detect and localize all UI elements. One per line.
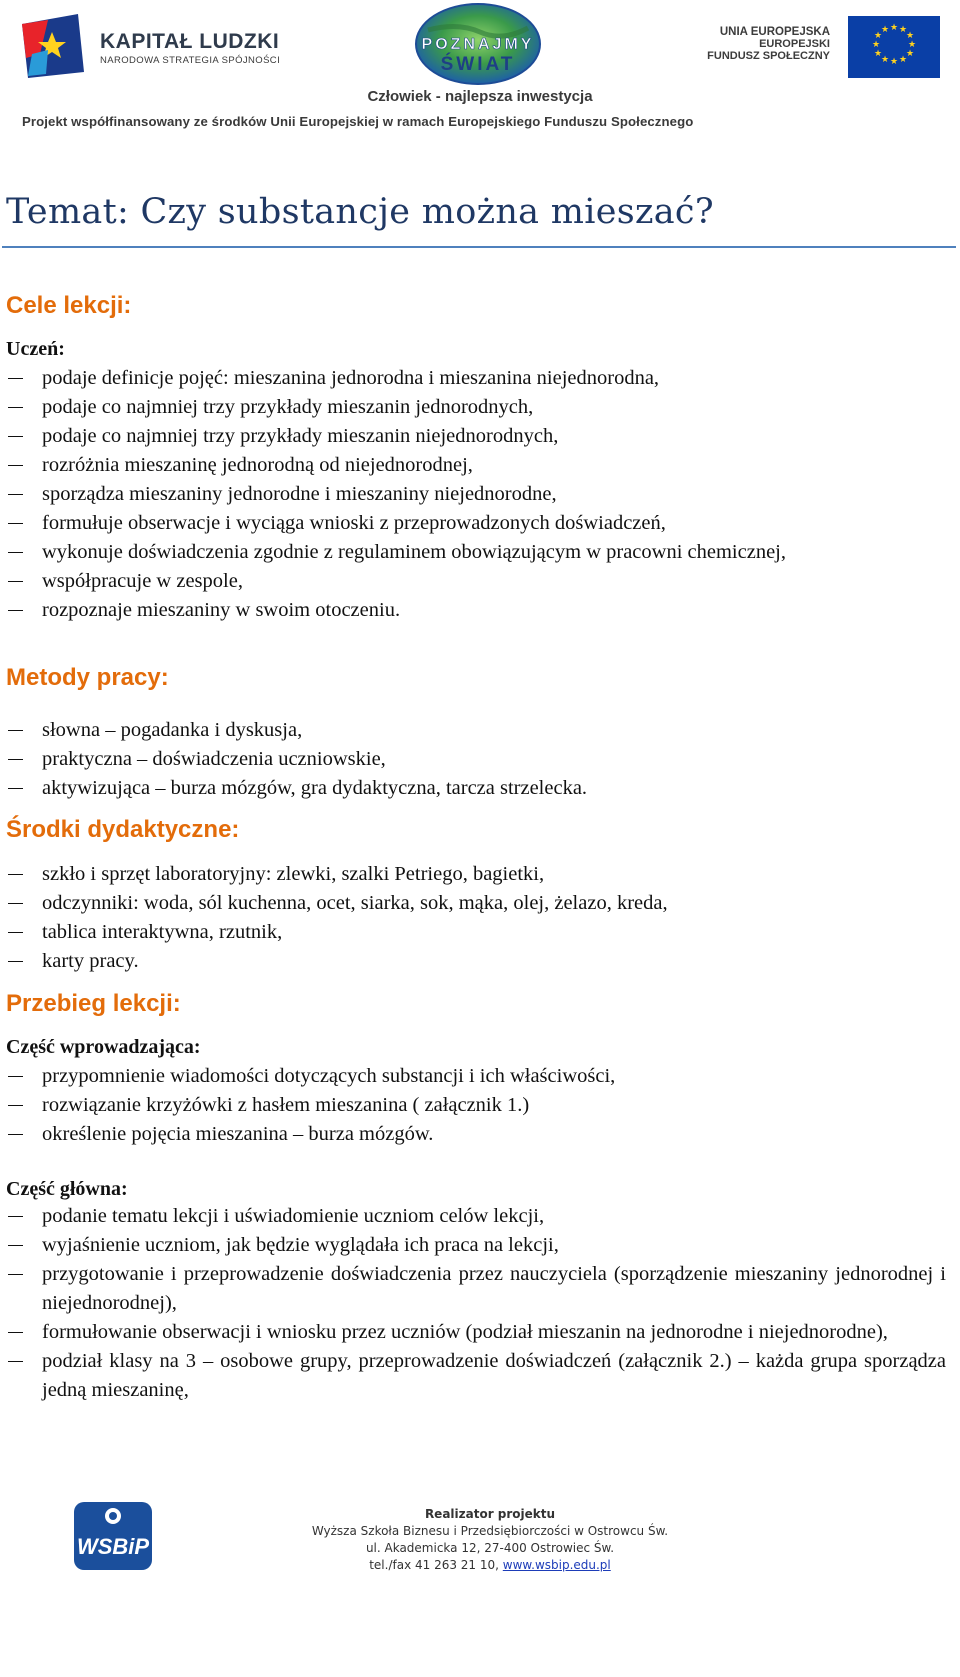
svg-text:★: ★: [905, 49, 915, 59]
wsbip-logo: [72, 1498, 154, 1572]
list-item: przypomnienie wiadomości dotyczących substancji i ich właściwości,: [0, 1062, 960, 1091]
dash-bullet: [8, 874, 23, 875]
list-item: podział klasy na 3 – osobowe grupy, przeprowadzenie doświadczeń (załącznik 2.) – każda grupa sporządza jedną mieszaninę,: [0, 1347, 960, 1405]
dash-bullet: [8, 407, 23, 408]
svg-text:★: ★: [871, 40, 881, 50]
dash-bullet: [8, 436, 23, 437]
section-heading-przebieg: Przebieg lekcji:: [6, 990, 181, 1017]
dash-bullet: [8, 1076, 23, 1077]
list-item: karty pracy.: [0, 947, 960, 976]
list-item: rozpoznaje mieszaniny w swoim otoczeniu.: [0, 596, 960, 625]
subheading-glowna: Część główna:: [6, 1178, 128, 1200]
dash-bullet: [8, 788, 23, 789]
svg-text:★: ★: [873, 31, 883, 41]
list-item: określenie pojęcia mieszanina – burza mózgów.: [0, 1120, 960, 1149]
svg-text:★: ★: [898, 55, 908, 65]
svg-text:★: ★: [907, 40, 917, 50]
ue-line-3: FUNDUSZ SPOŁECZNY: [707, 50, 830, 62]
dash-bullet: [8, 1361, 23, 1362]
dash-bullet: [8, 1274, 23, 1275]
list-item: formułowanie obserwacji i wniosku przez uczniów (podział mieszanin na jednorodne i niejednorodne),: [0, 1318, 960, 1347]
contact-line: [300, 1557, 680, 1574]
dash-bullet: [8, 494, 23, 495]
dash-bullet: [8, 1245, 23, 1246]
motto: Człowiek - najlepsza inwestycja: [367, 88, 593, 105]
dash-bullet: [8, 1105, 23, 1106]
dash-bullet: [8, 961, 23, 962]
svg-text:★: ★: [889, 57, 899, 67]
svg-text:★: ★: [898, 25, 908, 35]
dash-bullet: [8, 465, 23, 466]
list-item: podaje co najmniej trzy przykłady mieszanin jednorodnych,: [0, 393, 960, 422]
phone: tel./fax 41 263 21 10,: [369, 1558, 503, 1572]
wprowadzajaca-list: [0, 1062, 960, 1149]
list-item: podaje definicje pojęć: mieszanina jednorodna i mieszanina niejednorodna,: [0, 364, 960, 393]
page-header: [0, 0, 960, 140]
wsbip-logo-text: WSBiP: [76, 1534, 150, 1559]
kapital-ludzki-title: KAPITAŁ LUDZKI: [100, 30, 280, 53]
list-item: formułuje obserwacje i wyciąga wnioski z przeprowadzonych doświadczeń,: [0, 509, 960, 538]
metody-list: [0, 716, 960, 803]
dash-bullet: [8, 903, 23, 904]
svg-text:★: ★: [880, 25, 890, 35]
list-item: rozróżnia mieszaninę jednorodną od niejednorodnej,: [0, 451, 960, 480]
dash-bullet: [8, 581, 23, 582]
poznajmy-swiat-logo: [388, 2, 568, 86]
dash-bullet: [8, 730, 23, 731]
list-item: przygotowanie i przeprowadzenie doświadczenia przez nauczyciela (sporządzenie mieszaniny jednorodnej i niejednorodnej),: [0, 1260, 960, 1318]
svg-text:★: ★: [889, 23, 899, 33]
page-title: Temat: Czy substancje można mieszać?: [6, 192, 714, 232]
school-address: ul. Akademicka 12, 27-400 Ostrowiec Św.: [365, 1541, 615, 1555]
page-footer: [0, 1490, 960, 1677]
srodki-list: [0, 860, 960, 976]
list-item: tablica interaktywna, rzutnik,: [0, 918, 960, 947]
list-item: aktywizująca – burza mózgów, gra dydaktyczna, tarcza strzelecka.: [0, 774, 960, 803]
section-heading-srodki: Środki dydaktyczne:: [6, 816, 240, 843]
subheading-uczen: Uczeń:: [6, 338, 65, 360]
dash-bullet: [8, 1134, 23, 1135]
svg-text:★: ★: [880, 55, 890, 65]
list-item: podanie tematu lekcji i uświadomienie uczniom celów lekcji,: [0, 1202, 960, 1231]
svg-text:★: ★: [905, 31, 915, 41]
swiat-word: ŚWIAT: [440, 54, 516, 75]
list-item: wyjaśnienie uczniom, jak będzie wyglądała ich praca na lekcji,: [0, 1231, 960, 1260]
eu-flag-icon: [848, 16, 940, 78]
section-heading-cele: Cele lekcji:: [6, 292, 132, 319]
glowna-list: [0, 1202, 960, 1405]
kapital-ludzki-mark-icon: [18, 14, 88, 80]
dash-bullet: [8, 610, 23, 611]
list-item: współpracuje w zespole,: [0, 567, 960, 596]
section-heading-metody: Metody pracy:: [6, 664, 169, 691]
list-item: szkło i sprzęt laboratoryjny: zlewki, szalki Petriego, bagietki,: [0, 860, 960, 889]
list-item: wykonuje doświadczenia zgodnie z regulaminem obowiązującym w pracowni chemicznej,: [0, 538, 960, 567]
title-rule: [2, 246, 956, 248]
website-link[interactable]: www.wsbip.edu.pl: [502, 1558, 611, 1572]
dash-bullet: [8, 552, 23, 553]
poznajmy-word: POZNAJMY: [421, 36, 535, 53]
dash-bullet: [8, 1216, 23, 1217]
list-item: sporządza mieszaniny jednorodne i mieszaniny niejednorodne,: [0, 480, 960, 509]
ue-line-2: EUROPEJSKI: [759, 38, 830, 50]
dash-bullet: [8, 378, 23, 379]
kapital-ludzki-subtitle: NARODOWA STRATEGIA SPÓJNOŚCI: [100, 55, 281, 66]
dash-bullet: [8, 523, 23, 524]
list-item: podaje co najmniej trzy przykłady mieszanin niejednorodnych,: [0, 422, 960, 451]
list-item: słowna – pogadanka i dyskusja,: [0, 716, 960, 745]
dash-bullet: [8, 759, 23, 760]
project-cofinancing-line: Projekt współfinansowany ze środków Unii Europejskiej w ramach Europejskiego Funduszu Społecznego: [22, 114, 694, 129]
list-item: rozwiązanie krzyżówki z hasłem mieszanina ( załącznik 1.): [0, 1091, 960, 1120]
ue-line-1: UNIA EUROPEJSKA: [719, 26, 830, 38]
realizator-label: Realizator projektu: [424, 1507, 556, 1521]
svg-text:★: ★: [873, 49, 883, 59]
dash-bullet: [8, 1332, 23, 1333]
cele-list: [0, 364, 960, 625]
footer-text: [300, 1506, 680, 1574]
school-name: Wyższa Szkoła Biznesu i Przedsiębiorczości w Ostrowcu Św.: [311, 1524, 669, 1538]
kapital-ludzki-logo: [18, 14, 288, 84]
subheading-wprowadzajaca: Część wprowadzająca:: [6, 1036, 201, 1058]
ue-efs-logo: [700, 16, 940, 86]
list-item: praktyczna – doświadczenia uczniowskie,: [0, 745, 960, 774]
dash-bullet: [8, 932, 23, 933]
list-item: odczynniki: woda, sól kuchenna, ocet, siarka, sok, mąka, olej, żelazo, kreda,: [0, 889, 960, 918]
